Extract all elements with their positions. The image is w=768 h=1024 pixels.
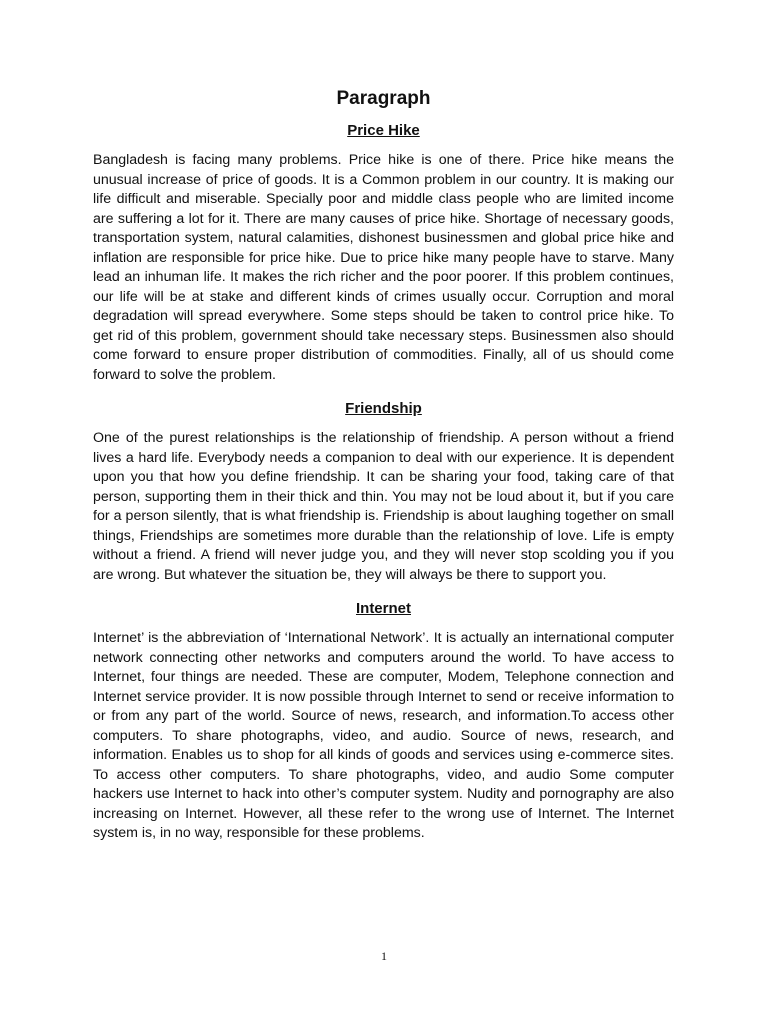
section-heading-friendship: Friendship (345, 400, 422, 417)
section-heading-price-hike: Price Hike (347, 122, 420, 139)
section-heading-internet: Internet (355, 600, 411, 617)
section-internet (93, 599, 674, 844)
section-friendship (93, 399, 674, 585)
section-price-hike (93, 121, 674, 385)
page-number: 1 (381, 949, 387, 963)
document-title: Paragraph (336, 88, 431, 109)
section-body-internet: Internet’ is the abbreviation of ‘International Network’. It is actually an international computer network connecting other networks and computers around the world. To have access to Internet, four things are needed. These are computer, Modem, Telephone connection and Internet service provider. It is now possible through Internet to send or receive information to or from any part of the world. Source of news, research, and information.To access other computers. To share photographs, video, and audio. Source of news, research, and information. Enables us to shop for all kinds of goods and services using e-commerce sites. To access other computers. To share photographs, video, and audio Some computer hackers use Internet to hack into other’s computer system. Nudity and pornography are also increasing on Internet. However, all these refer to the wrong use of Internet. The Internet system is, in no way, responsible for these problems. (93, 630, 674, 841)
section-body-price-hike: Bangladesh is facing many problems. Price hike is one of there. Price hike means the unusual increase of price of goods. It is a Common problem in our country. It is making our life difficult and miserable. Specially poor and middle class people who are limited income are suffering a lot for it. There are many causes of price hike. Shortage of necessary goods, transportation system, natural calamities, dishonest businessmen and global price hike and inflation are responsible for price hike. Due to price hike many people have to starve. Many lead an inhuman life. It makes the rich richer and the poor poorer. If this problem continues, our life will be at stake and different kinds of crimes usually occur. Corruption and moral degradation will spread everywhere. Some steps should be taken to control price hike. To get rid of this problem, government should take necessary steps. Businessmen also should come forward to ensure proper distribution of commodities. Finally, all of us should come forward to solve the problem. (93, 152, 674, 383)
document-page (93, 86, 674, 858)
section-body-friendship: One of the purest relationships is the relationship of friendship. A person without a friend lives a hard life. Everybody needs a companion to deal with our experience. It is dependent upon you that how you define friendship. It can be sharing your food, taking care of that person, supporting them in their thick and thin. You may not be loud about it, but if you care for a person silently, that is what friendship is. Friendship is about laughing together on small things, Friendships are sometimes more durable than the relationship of love. Life is empty without a friend. A friend will never judge you, and they will never stop scolding you if you are wrong. But whatever the situation be, they will always be there to support you. (93, 430, 674, 583)
